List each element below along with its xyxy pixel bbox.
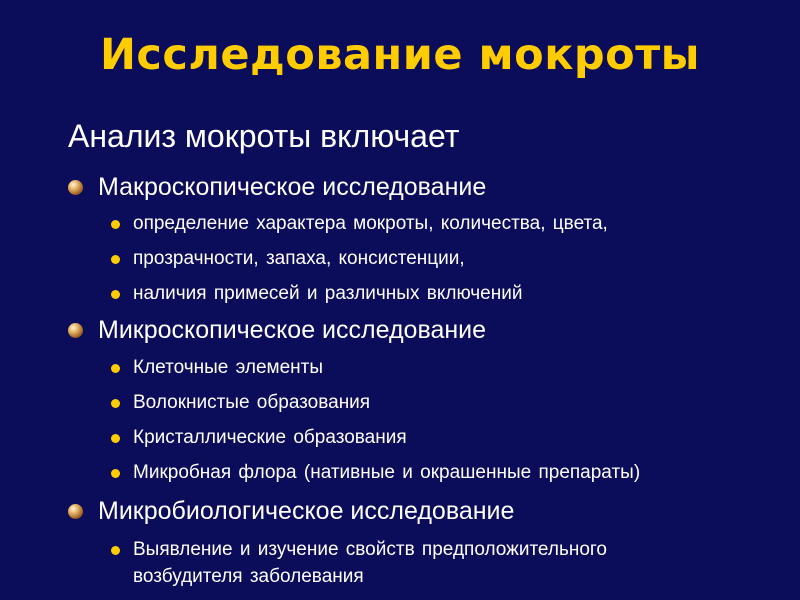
section-heading-macroscopic bbox=[98, 173, 486, 202]
list-item-label: Кристаллические образования bbox=[133, 427, 407, 448]
section-heading-label: Микробиологическое исследование bbox=[98, 497, 515, 525]
yellow-dot-bullet-icon bbox=[111, 469, 120, 478]
intro-text: Анализ мокроты включает bbox=[68, 118, 460, 154]
yellow-dot-bullet-icon bbox=[111, 364, 120, 373]
list-item-label: определение характера мокроты, количества, цвета, bbox=[133, 213, 608, 234]
list-item-label: возбудителя заболевания bbox=[133, 566, 364, 587]
bronze-sphere-bullet-icon bbox=[68, 504, 83, 519]
yellow-dot-bullet-icon bbox=[111, 434, 120, 443]
list-item-label: наличия примесей и различных включений bbox=[133, 283, 523, 304]
section-heading-label: Микроскопическое исследование bbox=[98, 316, 487, 344]
list-item-label: Выявление и изучение свойств предположительного bbox=[133, 539, 607, 560]
list-item bbox=[133, 460, 640, 486]
yellow-dot-bullet-icon bbox=[111, 399, 120, 408]
bronze-sphere-bullet-icon bbox=[68, 180, 83, 195]
yellow-dot-bullet-icon bbox=[111, 255, 120, 264]
list-item-label: Микробная флора (нативные и окрашенные препараты) bbox=[133, 462, 641, 483]
yellow-dot-bullet-icon bbox=[111, 546, 120, 555]
list-item bbox=[133, 355, 323, 381]
list-item bbox=[133, 537, 607, 563]
section-heading-microbiological bbox=[98, 497, 514, 526]
list-item-continuation bbox=[133, 564, 364, 590]
list-item-label: Клеточные элементы bbox=[133, 357, 324, 378]
list-item bbox=[133, 246, 465, 272]
section-heading-microscopic bbox=[98, 316, 486, 345]
list-item-label: Волокнистые образования bbox=[133, 392, 371, 413]
yellow-dot-bullet-icon bbox=[111, 220, 120, 229]
list-item bbox=[133, 390, 370, 416]
slide-title: Исследование мокроты bbox=[99, 30, 701, 80]
yellow-dot-bullet-icon bbox=[111, 290, 120, 299]
section-heading-label: Макроскопическое исследование bbox=[98, 173, 487, 201]
bronze-sphere-bullet-icon bbox=[68, 323, 83, 338]
list-item bbox=[133, 425, 407, 451]
list-item bbox=[133, 281, 522, 307]
list-item-label: прозрачности, запаха, консистенции, bbox=[133, 248, 465, 269]
list-item bbox=[133, 211, 608, 237]
